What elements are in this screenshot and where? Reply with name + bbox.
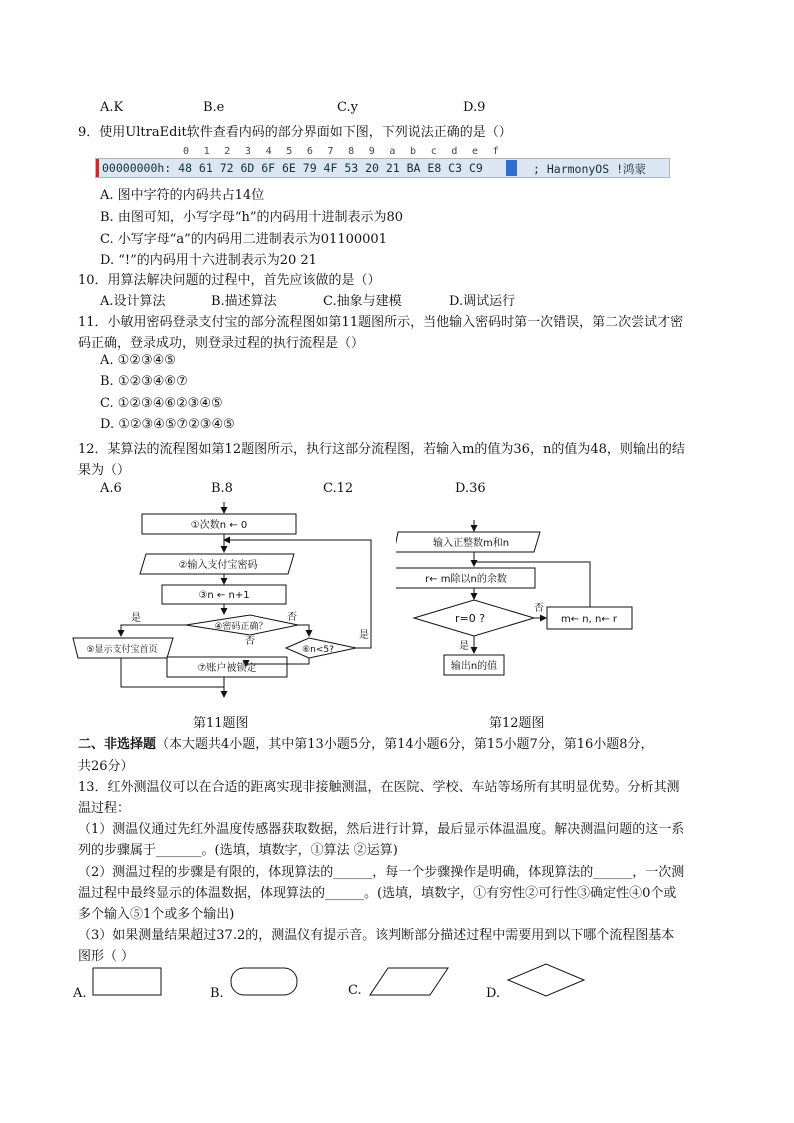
fc11-step7: ⑦账户被锁定 <box>197 663 257 674</box>
shape-label-a: A. <box>73 986 87 1001</box>
fig12-caption: 第12题图 <box>489 716 545 731</box>
q10-option-d: D.调试运行 <box>449 294 516 309</box>
fc11-no2: 否 <box>245 636 255 647</box>
q9-option-b: B. 由图可知，小写字母“h”的内码用十进制表示为80 <box>100 210 404 225</box>
shape-parallelogram <box>368 966 450 998</box>
fc12-swap: m← n, n← r <box>560 614 618 625</box>
q11-option-d: D. ①②③④⑤⑦②③④⑤ <box>100 417 235 432</box>
q9-option-a: A. 图中字符的内码共占14位 <box>100 188 265 203</box>
fc11-yes2: 是 <box>359 630 369 641</box>
q12-option-b: B.8 <box>211 481 233 496</box>
section2-heading: 二、非选择题 <box>78 737 157 752</box>
section2-desc: （本大题共4小题，其中第13小题5分，第14小题6分，第15小题7分，第16小题8分， <box>156 737 654 752</box>
q13-p2-2: 温过程中最终显示的体温数据，体现算法的______。(选填，填数字，①有穷性②可行性③确定性④0个或 <box>78 886 677 901</box>
fc11-step2: ②输入支付宝密码 <box>178 560 258 571</box>
q8-option-c: C.y <box>337 100 358 115</box>
q10-option-c: C.抽象与建模 <box>323 294 402 309</box>
fc11-step4: ④密码正确？ <box>214 622 268 632</box>
q12-option-c: C.12 <box>323 481 354 496</box>
q12-option-a: A.6 <box>100 481 122 496</box>
shape-label-b: B. <box>210 986 224 1001</box>
q8-option-b: B.e <box>203 100 225 115</box>
fc11-step5: ⑤显示支付宝首页 <box>86 645 158 655</box>
flowchart-12 <box>396 518 646 683</box>
q13-p2-1: （2）测温过程的步骤是有限的，体现算法的______，每一个步骤操作是明确，体现算法的______，一次测 <box>78 865 685 880</box>
q11-option-a: A. ①②③④⑤ <box>100 353 176 368</box>
flowchart-11 <box>66 500 386 705</box>
fc11-step6: ⑥n<5? <box>302 645 334 655</box>
q13-p1-2: 列的步骤属于_______。(选填，填数字，①算法 ②运算) <box>78 843 398 858</box>
q11-stem-2: 码正确，登录成功，则登录过程的执行流程是（） <box>78 336 365 351</box>
q12-stem-2: 果为（） <box>78 463 131 478</box>
q9-option-c: C. 小写字母“a”的内码用二进制表示为01100001 <box>100 232 387 247</box>
q13-p2-3: 多个输入⑤1个或多个输出) <box>78 907 235 922</box>
q11-stem-1: 11．小敏用密码登录支付宝的部分流程图如第11题图所示，当他输入密码时第一次错误，第二次尝试才密 <box>78 315 684 330</box>
fig11-caption: 第11题图 <box>193 716 249 731</box>
shape-diamond <box>506 962 586 1000</box>
shape-rounded-rectangle <box>229 966 301 998</box>
fc11-no1: 否 <box>287 612 297 623</box>
hex-margin-marker <box>96 159 99 177</box>
fc11-step1: ①次数n ← 0 <box>190 520 248 531</box>
q10-option-b: B.描述算法 <box>211 294 277 309</box>
q8-option-a: A.K <box>100 100 124 115</box>
section2-desc2: 共26分） <box>78 759 134 774</box>
ultraedit-hex-view <box>95 158 670 178</box>
fc12-input: 输入正整数m和n <box>432 538 510 549</box>
q8-option-d: D.9 <box>463 100 486 115</box>
hex-ruler: 0 1 2 3 4 5 6 7 8 9 a b c d e f <box>183 146 503 157</box>
q12-stem-1: 12．某算法的流程图如第12题图所示，执行这部分流程图，若输入m的值为36，n的值为48，则输出的结 <box>78 442 685 457</box>
q11-option-b: B. ①②③④⑥⑦ <box>100 374 188 389</box>
q13-stem-2: 温过程： <box>78 801 131 816</box>
q13-stem-1: 13．红外测温仪可以在合适的距离实现非接触测温，在医院、学校、车站等场所有其明显优势。分析其测 <box>78 780 680 795</box>
q12-option-d: D.36 <box>455 481 486 496</box>
fc12-yes: 是 <box>459 641 469 652</box>
fc12-output: 输出n的值 <box>450 661 498 672</box>
q9-stem: 9．使用UltraEdit软件查看内码的部分界面如下图，下列说法正确的是（） <box>78 125 512 140</box>
hex-line: 00000000h: 48 61 72 6D 6F 6E 79 4F 53 20 21 BA E8 C3 C9 <box>102 161 483 175</box>
hex-cursor <box>506 160 517 176</box>
fc12-no: 否 <box>534 603 544 614</box>
section2-line <box>78 733 654 752</box>
q10-option-a: A.设计算法 <box>100 294 166 309</box>
fc11-yes1: 是 <box>131 613 141 624</box>
shape-rectangle <box>92 966 164 998</box>
fc12-condition: r=0 ? <box>454 612 486 625</box>
fc12-remainder: r← m除以n的余数 <box>425 574 507 585</box>
shape-label-d: D. <box>486 986 501 1001</box>
shape-label-c: C. <box>348 983 362 998</box>
q11-option-c: C. ①②③④⑥②③④⑤ <box>100 396 223 411</box>
q9-option-d: D. “!”的内码用十六进制表示为20 21 <box>100 253 317 268</box>
q13-p3-1: （3）如果测量结果超过37.2的，测温仪有提示音。该判断部分描述过程中需要用到以下哪个流程图基本 <box>78 928 675 943</box>
q10-stem: 10．用算法解决问题的过程中，首先应该做的是（） <box>78 273 381 288</box>
q13-p3-2: 图形（ ） <box>78 949 135 964</box>
hex-ascii: ; HarmonyOS !鸿蒙 <box>533 162 647 176</box>
q13-p1-1: （1）测温仪通过先红外温度传感器获取数据，然后进行计算，最后显示体温温度。解决测温问题的这一系 <box>78 822 685 837</box>
fc11-step3: ③n ← n+1 <box>198 590 250 601</box>
